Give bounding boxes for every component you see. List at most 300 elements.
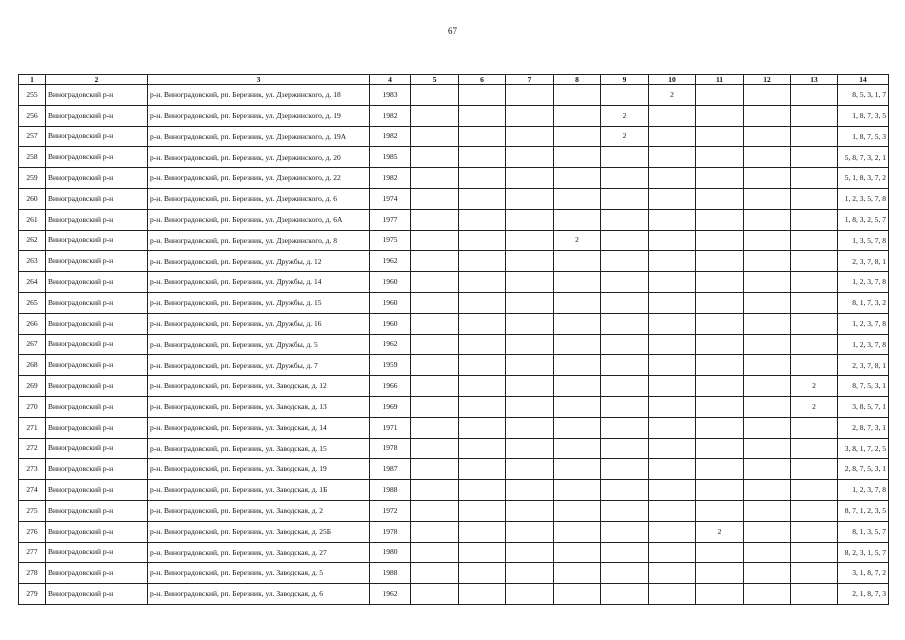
value-cell	[601, 292, 649, 313]
value-cell	[744, 147, 791, 168]
value-cell	[459, 521, 506, 542]
value-cell	[411, 147, 459, 168]
value-cell	[459, 147, 506, 168]
column-header: 13	[791, 75, 838, 85]
value-cell	[411, 188, 459, 209]
value-cell	[696, 147, 744, 168]
value-cell	[459, 105, 506, 126]
column-header: 1	[19, 75, 46, 85]
value-cell: 2	[791, 376, 838, 397]
district-cell: Виноградовский р-н	[46, 584, 148, 605]
value-cell	[696, 396, 744, 417]
codes-cell: 2, 3, 7, 8, 1	[838, 251, 889, 272]
value-cell	[696, 188, 744, 209]
codes-cell: 1, 3, 5, 7, 8	[838, 230, 889, 251]
value-cell	[554, 376, 601, 397]
table-row	[19, 334, 889, 355]
codes-cell: 1, 2, 3, 7, 8	[838, 313, 889, 334]
row-number-cell: 258	[19, 147, 46, 168]
year-cell: 1962	[370, 251, 411, 272]
value-cell	[601, 85, 649, 106]
district-cell: Виноградовский р-н	[46, 563, 148, 584]
value-cell	[411, 209, 459, 230]
district-cell: Виноградовский р-н	[46, 85, 148, 106]
value-cell	[411, 168, 459, 189]
value-cell	[506, 105, 554, 126]
year-cell: 1980	[370, 542, 411, 563]
table-row	[19, 584, 889, 605]
value-cell	[744, 500, 791, 521]
value-cell	[601, 417, 649, 438]
value-cell	[459, 459, 506, 480]
value-cell	[744, 417, 791, 438]
year-cell: 1962	[370, 334, 411, 355]
value-cell	[459, 313, 506, 334]
value-cell	[459, 438, 506, 459]
row-number-cell: 273	[19, 459, 46, 480]
value-cell	[649, 355, 696, 376]
value-cell	[506, 313, 554, 334]
value-cell	[649, 126, 696, 147]
year-cell: 1960	[370, 313, 411, 334]
year-cell: 1985	[370, 147, 411, 168]
address-cell: р-н. Виноградовский, рп. Березник, ул. Дружбы, д. 5	[148, 334, 370, 355]
table-row	[19, 563, 889, 584]
value-cell	[554, 355, 601, 376]
value-cell	[554, 417, 601, 438]
codes-cell: 2, 8, 7, 5, 3, 1	[838, 459, 889, 480]
value-cell	[601, 376, 649, 397]
address-cell: р-н. Виноградовский, рп. Березник, ул. Дзержинского, д. 18	[148, 85, 370, 106]
address-cell: р-н. Виноградовский, рп. Березник, ул. Дзержинского, д. 19А	[148, 126, 370, 147]
district-cell: Виноградовский р-н	[46, 251, 148, 272]
value-cell	[554, 292, 601, 313]
codes-cell: 1, 8, 3, 2, 5, 7	[838, 209, 889, 230]
value-cell	[506, 209, 554, 230]
value-cell	[744, 480, 791, 501]
value-cell	[791, 500, 838, 521]
table-row	[19, 147, 889, 168]
value-cell	[459, 272, 506, 293]
address-cell: р-н. Виноградовский, рп. Березник, ул. Заводская, д. 13	[148, 396, 370, 417]
value-cell	[696, 563, 744, 584]
year-cell: 1983	[370, 85, 411, 106]
year-cell: 1959	[370, 355, 411, 376]
value-cell	[554, 105, 601, 126]
row-number-cell: 259	[19, 168, 46, 189]
value-cell	[649, 251, 696, 272]
table-row	[19, 438, 889, 459]
year-cell: 1960	[370, 272, 411, 293]
year-cell: 1978	[370, 438, 411, 459]
value-cell	[554, 480, 601, 501]
value-cell	[791, 209, 838, 230]
address-cell: р-н. Виноградовский, рп. Березник, ул. Дружбы, д. 15	[148, 292, 370, 313]
value-cell	[744, 355, 791, 376]
row-number-cell: 277	[19, 542, 46, 563]
codes-cell: 1, 2, 3, 5, 7, 8	[838, 188, 889, 209]
column-header: 5	[411, 75, 459, 85]
value-cell	[744, 459, 791, 480]
value-cell	[696, 480, 744, 501]
value-cell	[554, 188, 601, 209]
address-cell: р-н. Виноградовский, рп. Березник, ул. Заводская, д. 2	[148, 500, 370, 521]
value-cell	[506, 584, 554, 605]
codes-cell: 2, 8, 7, 3, 1	[838, 417, 889, 438]
value-cell: 2	[696, 521, 744, 542]
district-cell: Виноградовский р-н	[46, 313, 148, 334]
value-cell	[696, 168, 744, 189]
value-cell	[506, 168, 554, 189]
value-cell	[791, 563, 838, 584]
value-cell	[601, 500, 649, 521]
value-cell	[696, 355, 744, 376]
value-cell	[506, 85, 554, 106]
value-cell	[554, 521, 601, 542]
table-row	[19, 459, 889, 480]
value-cell	[554, 313, 601, 334]
year-cell: 1978	[370, 521, 411, 542]
table-row	[19, 376, 889, 397]
address-cell: р-н. Виноградовский, рп. Березник, ул. Дзержинского, д. 6	[148, 188, 370, 209]
codes-cell: 1, 2, 3, 7, 8	[838, 480, 889, 501]
column-header: 8	[554, 75, 601, 85]
value-cell	[649, 438, 696, 459]
value-cell	[411, 85, 459, 106]
value-cell	[459, 85, 506, 106]
address-cell: р-н. Виноградовский, рп. Березник, ул. Дружбы, д. 7	[148, 355, 370, 376]
value-cell	[744, 126, 791, 147]
codes-cell: 8, 2, 3, 1, 5, 7	[838, 542, 889, 563]
value-cell	[601, 230, 649, 251]
value-cell	[744, 438, 791, 459]
value-cell	[744, 272, 791, 293]
value-cell	[791, 85, 838, 106]
value-cell	[411, 417, 459, 438]
value-cell	[506, 230, 554, 251]
value-cell	[791, 438, 838, 459]
value-cell	[649, 272, 696, 293]
year-cell: 1987	[370, 459, 411, 480]
year-cell: 1977	[370, 209, 411, 230]
value-cell	[601, 584, 649, 605]
row-number-cell: 279	[19, 584, 46, 605]
value-cell	[696, 417, 744, 438]
value-cell	[554, 459, 601, 480]
value-cell	[696, 584, 744, 605]
value-cell	[791, 272, 838, 293]
value-cell	[411, 396, 459, 417]
value-cell	[459, 542, 506, 563]
value-cell	[506, 376, 554, 397]
value-cell	[459, 251, 506, 272]
value-cell	[791, 105, 838, 126]
row-number-cell: 265	[19, 292, 46, 313]
table-row	[19, 417, 889, 438]
value-cell	[601, 480, 649, 501]
value-cell	[649, 459, 696, 480]
value-cell	[411, 500, 459, 521]
column-header: 7	[506, 75, 554, 85]
value-cell	[459, 168, 506, 189]
value-cell	[791, 417, 838, 438]
row-number-cell: 278	[19, 563, 46, 584]
value-cell	[649, 417, 696, 438]
value-cell	[744, 230, 791, 251]
value-cell	[791, 126, 838, 147]
value-cell	[411, 272, 459, 293]
table-row	[19, 292, 889, 313]
year-cell: 1966	[370, 376, 411, 397]
district-cell: Виноградовский р-н	[46, 147, 148, 168]
row-number-cell: 272	[19, 438, 46, 459]
year-cell: 1969	[370, 396, 411, 417]
year-cell: 1982	[370, 168, 411, 189]
value-cell	[649, 334, 696, 355]
table-row	[19, 521, 889, 542]
value-cell	[696, 313, 744, 334]
value-cell	[791, 188, 838, 209]
value-cell	[696, 292, 744, 313]
value-cell	[649, 147, 696, 168]
value-cell	[744, 376, 791, 397]
codes-cell: 3, 8, 5, 7, 1	[838, 396, 889, 417]
value-cell: 2	[649, 85, 696, 106]
value-cell	[744, 251, 791, 272]
value-cell	[411, 376, 459, 397]
table-row	[19, 105, 889, 126]
table-row	[19, 168, 889, 189]
value-cell	[791, 542, 838, 563]
value-cell	[554, 85, 601, 106]
column-header: 10	[649, 75, 696, 85]
value-cell	[459, 396, 506, 417]
value-cell	[411, 480, 459, 501]
table-row	[19, 396, 889, 417]
row-number-cell: 267	[19, 334, 46, 355]
row-number-cell: 274	[19, 480, 46, 501]
value-cell	[506, 480, 554, 501]
value-cell	[459, 417, 506, 438]
value-cell	[744, 209, 791, 230]
district-cell: Виноградовский р-н	[46, 334, 148, 355]
housing-registry-table	[18, 74, 889, 605]
codes-cell: 8, 7, 1, 2, 3, 5	[838, 500, 889, 521]
row-number-cell: 275	[19, 500, 46, 521]
district-cell: Виноградовский р-н	[46, 521, 148, 542]
value-cell	[649, 168, 696, 189]
value-cell	[506, 438, 554, 459]
district-cell: Виноградовский р-н	[46, 459, 148, 480]
district-cell: Виноградовский р-н	[46, 355, 148, 376]
district-cell: Виноградовский р-н	[46, 396, 148, 417]
column-header: 3	[148, 75, 370, 85]
value-cell	[791, 230, 838, 251]
table-row	[19, 542, 889, 563]
value-cell	[459, 126, 506, 147]
value-cell	[554, 584, 601, 605]
value-cell	[411, 584, 459, 605]
value-cell	[649, 396, 696, 417]
address-cell: р-н. Виноградовский, рп. Березник, ул. Дружбы, д. 12	[148, 251, 370, 272]
district-cell: Виноградовский р-н	[46, 542, 148, 563]
district-cell: Виноградовский р-н	[46, 417, 148, 438]
value-cell	[554, 168, 601, 189]
value-cell	[696, 105, 744, 126]
codes-cell: 8, 7, 5, 3, 1	[838, 376, 889, 397]
value-cell	[744, 313, 791, 334]
codes-cell: 3, 8, 1, 7, 2, 5	[838, 438, 889, 459]
address-cell: р-н. Виноградовский, рп. Березник, ул. Дзержинского, д. 20	[148, 147, 370, 168]
value-cell	[506, 521, 554, 542]
row-number-cell: 257	[19, 126, 46, 147]
value-cell	[791, 292, 838, 313]
year-cell: 1982	[370, 105, 411, 126]
value-cell	[696, 85, 744, 106]
value-cell	[649, 376, 696, 397]
value-cell	[506, 396, 554, 417]
year-cell: 1962	[370, 584, 411, 605]
column-header: 9	[601, 75, 649, 85]
address-cell: р-н. Виноградовский, рп. Березник, ул. Дзержинского, д. 19	[148, 105, 370, 126]
codes-cell: 5, 8, 7, 3, 2, 1	[838, 147, 889, 168]
table-row	[19, 188, 889, 209]
value-cell	[411, 126, 459, 147]
row-number-cell: 255	[19, 85, 46, 106]
year-cell: 1960	[370, 292, 411, 313]
column-header: 14	[838, 75, 889, 85]
value-cell	[506, 500, 554, 521]
value-cell	[744, 105, 791, 126]
row-number-cell: 261	[19, 209, 46, 230]
value-cell	[649, 230, 696, 251]
value-cell	[554, 251, 601, 272]
district-cell: Виноградовский р-н	[46, 209, 148, 230]
year-cell: 1982	[370, 126, 411, 147]
column-header: 12	[744, 75, 791, 85]
value-cell	[506, 334, 554, 355]
value-cell	[601, 542, 649, 563]
table-row	[19, 126, 889, 147]
value-cell	[791, 480, 838, 501]
value-cell	[601, 272, 649, 293]
row-number-cell: 270	[19, 396, 46, 417]
value-cell	[649, 209, 696, 230]
value-cell	[459, 376, 506, 397]
value-cell	[601, 168, 649, 189]
row-number-cell: 269	[19, 376, 46, 397]
value-cell	[554, 500, 601, 521]
value-cell	[411, 334, 459, 355]
value-cell	[744, 168, 791, 189]
value-cell	[791, 584, 838, 605]
value-cell	[411, 563, 459, 584]
value-cell	[506, 459, 554, 480]
value-cell	[411, 438, 459, 459]
value-cell	[506, 188, 554, 209]
value-cell	[696, 542, 744, 563]
value-cell	[744, 542, 791, 563]
value-cell	[649, 542, 696, 563]
row-number-cell: 271	[19, 417, 46, 438]
value-cell	[459, 292, 506, 313]
value-cell	[411, 230, 459, 251]
value-cell	[506, 417, 554, 438]
value-cell	[791, 355, 838, 376]
table-row	[19, 480, 889, 501]
row-number-cell: 256	[19, 105, 46, 126]
value-cell	[696, 376, 744, 397]
value-cell	[696, 438, 744, 459]
value-cell: 2	[554, 230, 601, 251]
value-cell	[411, 313, 459, 334]
address-cell: р-н. Виноградовский, рп. Березник, ул. Заводская, д. 25Б	[148, 521, 370, 542]
address-cell: р-н. Виноградовский, рп. Березник, ул. Заводская, д. 15	[148, 438, 370, 459]
header-row	[19, 75, 889, 85]
value-cell	[791, 168, 838, 189]
value-cell	[601, 355, 649, 376]
value-cell: 2	[601, 105, 649, 126]
district-cell: Виноградовский р-н	[46, 500, 148, 521]
value-cell	[649, 521, 696, 542]
table-body	[19, 85, 889, 605]
value-cell	[554, 209, 601, 230]
row-number-cell: 260	[19, 188, 46, 209]
value-cell	[459, 334, 506, 355]
address-cell: р-н. Виноградовский, рп. Березник, ул. Заводская, д. 12	[148, 376, 370, 397]
value-cell	[791, 521, 838, 542]
table-row	[19, 500, 889, 521]
value-cell	[411, 355, 459, 376]
value-cell	[506, 355, 554, 376]
value-cell	[649, 584, 696, 605]
value-cell	[744, 396, 791, 417]
codes-cell: 1, 2, 3, 7, 8	[838, 272, 889, 293]
value-cell	[506, 147, 554, 168]
codes-cell: 1, 2, 3, 7, 8	[838, 334, 889, 355]
value-cell	[744, 292, 791, 313]
value-cell	[791, 147, 838, 168]
district-cell: Виноградовский р-н	[46, 292, 148, 313]
address-cell: р-н. Виноградовский, рп. Березник, ул. Заводская, д. 19	[148, 459, 370, 480]
value-cell	[744, 85, 791, 106]
value-cell	[459, 355, 506, 376]
value-cell	[601, 459, 649, 480]
district-cell: Виноградовский р-н	[46, 230, 148, 251]
table-row	[19, 209, 889, 230]
column-header: 4	[370, 75, 411, 85]
address-cell: р-н. Виноградовский, рп. Березник, ул. Заводская, д. 5	[148, 563, 370, 584]
district-cell: Виноградовский р-н	[46, 126, 148, 147]
value-cell: 2	[601, 126, 649, 147]
value-cell	[554, 563, 601, 584]
value-cell	[411, 521, 459, 542]
value-cell	[506, 292, 554, 313]
address-cell: р-н. Виноградовский, рп. Березник, ул. Заводская, д. 27	[148, 542, 370, 563]
value-cell	[411, 251, 459, 272]
address-cell: р-н. Виноградовский, рп. Березник, ул. Дружбы, д. 14	[148, 272, 370, 293]
value-cell	[649, 313, 696, 334]
value-cell	[649, 105, 696, 126]
value-cell	[459, 188, 506, 209]
value-cell	[459, 209, 506, 230]
codes-cell: 5, 1, 8, 3, 7, 2	[838, 168, 889, 189]
value-cell	[411, 459, 459, 480]
value-cell	[459, 563, 506, 584]
row-number-cell: 263	[19, 251, 46, 272]
value-cell	[791, 313, 838, 334]
value-cell	[696, 126, 744, 147]
